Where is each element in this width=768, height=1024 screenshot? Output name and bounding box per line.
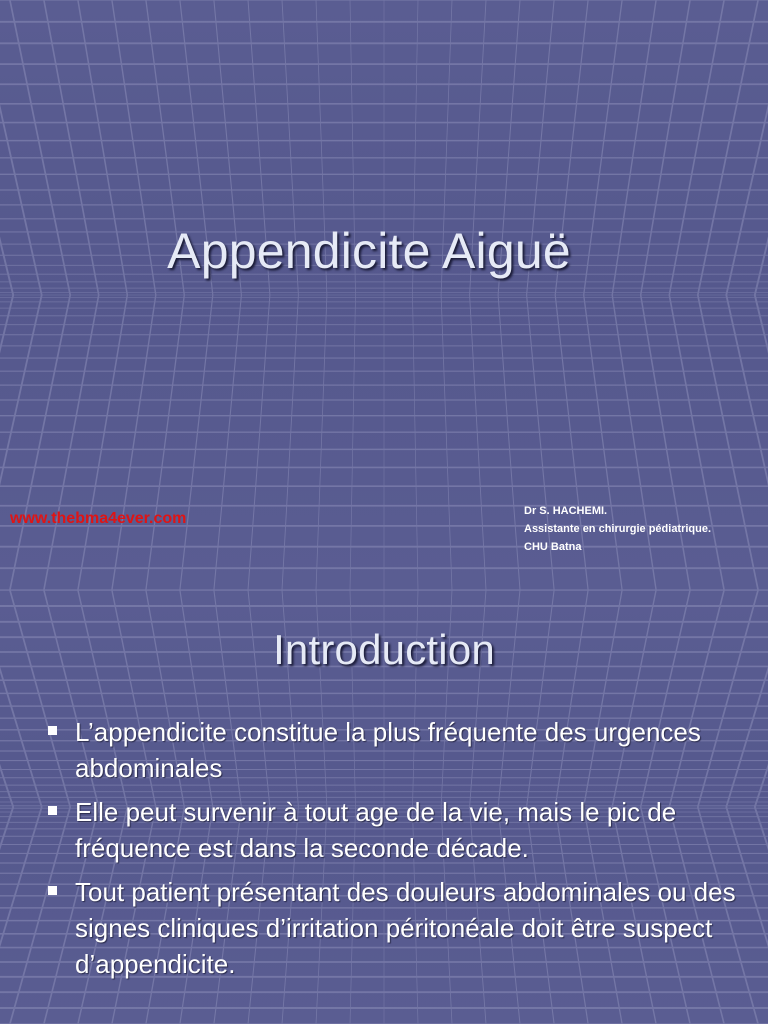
- bullet-text: Elle peut survenir à tout age de la vie, mais le pic de fréquence est dans la seconde décade.: [75, 797, 677, 863]
- bullet-text: Tout patient présentant des douleurs abdominales ou des signes cliniques d’irritation péritonéale doit être suspect d’appendicite.: [75, 877, 736, 979]
- square-bullet-icon: [48, 726, 57, 735]
- author-position: Assistante en chirurgie pédiatrique.: [524, 523, 712, 535]
- square-bullet-icon: [48, 886, 57, 895]
- author-institution: CHU Batna: [524, 541, 582, 553]
- square-bullet-icon: [48, 806, 57, 815]
- bullet-list: [48, 714, 738, 990]
- bullet-item: [48, 714, 738, 786]
- slide-title: Introduction: [273, 626, 495, 673]
- website-url: www.thebma4ever.com: [10, 510, 187, 527]
- bullet-item: [48, 794, 738, 866]
- introduction-slide: [0, 590, 768, 1024]
- slide-title: Appendicite Aiguë: [167, 223, 571, 279]
- author-name: Dr S. HACHEMI.: [524, 505, 608, 517]
- bullet-text: L’appendicite constitue la plus fréquente des urgences abdominales: [75, 717, 701, 783]
- bullet-item: [48, 874, 738, 982]
- author-block: [524, 502, 711, 556]
